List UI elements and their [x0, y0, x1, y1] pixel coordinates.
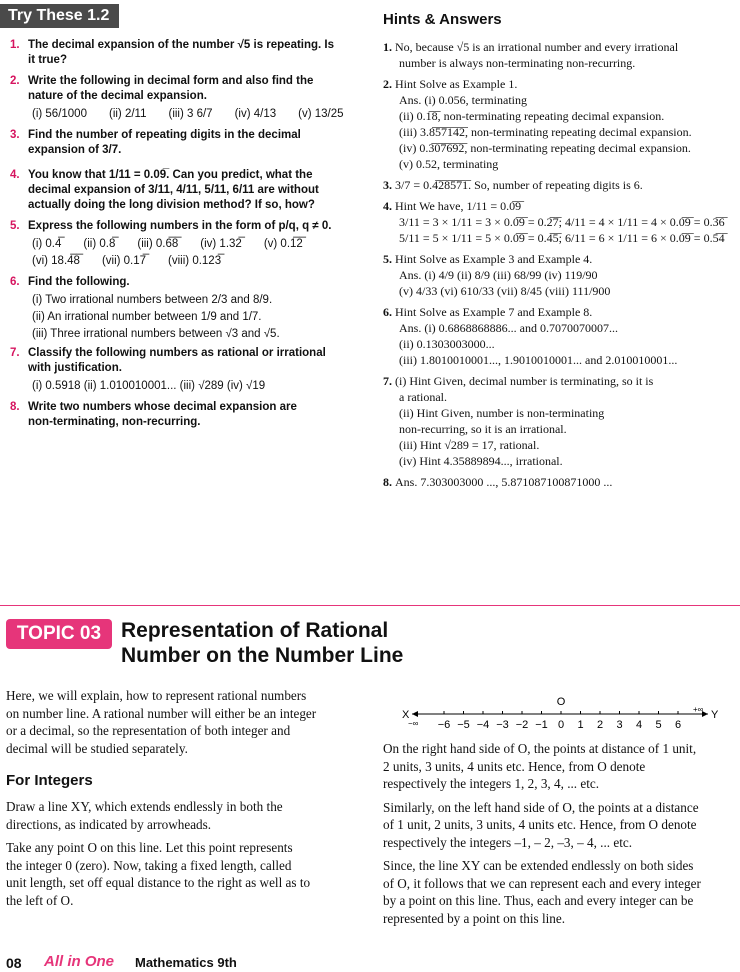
question-part: (iv) 4/13: [234, 108, 277, 120]
question-line: [10, 361, 372, 376]
tick-label: −6: [437, 719, 451, 731]
hint-number: 8.: [383, 475, 395, 489]
hint-text: Ans. (i) 0.056, terminating: [399, 93, 527, 107]
hint-text: 3/7 = 0.4̅2̅8̅5̅7̅1̅. So, number of repeating digits is 6.: [395, 178, 643, 192]
try-these-tag: Try These 1.2: [0, 4, 119, 28]
hint-text: (i) Hint Given, decimal number is terminating, so it is: [395, 374, 654, 388]
text-line: 2 units, 3 units, 4 units etc. Hence, from O denote: [383, 758, 646, 774]
question-text: Write two numbers whose decimal expansion are: [28, 401, 297, 413]
hint-text: (v) 0.52, terminating: [399, 157, 499, 171]
question-parts: [10, 237, 372, 269]
hint-text: number is always non-terminating non-recurring.: [399, 56, 636, 70]
hint-line: [383, 230, 733, 246]
question-part: (vi) 18.4̅8̅: [32, 255, 80, 267]
text-line: On the right hand side of O, the points at distance of 1 unit,: [383, 741, 697, 756]
hint-text: Ans. (i) 4/9 (ii) 8/9 (iii) 68/99 (iv) 119/90: [399, 268, 598, 282]
question-item: [10, 128, 372, 158]
hint-text: Hint Solve as Example 1.: [395, 77, 518, 91]
question-part: (ii) An irrational number between 1/9 and 1/7.: [32, 311, 262, 323]
question-line: [10, 415, 372, 430]
text-line: by a point on this line. Thus, each and every integer can be: [383, 893, 694, 908]
question-part: (i) 56/1000: [32, 108, 87, 120]
minus-infinity: −∞: [408, 719, 419, 728]
text-line: Take any point O on this line. Let this point represents: [6, 840, 293, 855]
question-item: [10, 346, 372, 394]
hint-line: [383, 76, 733, 92]
hint-text: (ii) Hint Given, number is non-terminating: [399, 406, 605, 420]
question-parts: [10, 107, 372, 122]
question-item: [10, 400, 372, 430]
text-line: represented by a point on this line.: [383, 910, 566, 926]
question-item: [10, 74, 372, 122]
question-part: (i) 0.4̅: [32, 238, 62, 250]
hint-line: [383, 251, 733, 267]
questions-list: [10, 38, 372, 430]
question-line: [10, 38, 372, 53]
section-divider: [0, 605, 740, 606]
hint-text: Hint We have, 1/11 = 0.0̅9̅: [395, 199, 522, 213]
hint-text: (v) 4/33 (vi) 610/33 (vii) 8/45 (viii) 111/900: [399, 284, 611, 298]
y-label: Y: [711, 709, 719, 721]
question-item: [10, 168, 372, 213]
hint-line: [383, 140, 733, 156]
right-paragraph: [383, 740, 735, 927]
text-line: the integer 0 (zero). Now, taking a fixed length, called: [6, 857, 292, 873]
text-line: Similarly, on the left hand side of O, the points at a distance: [383, 799, 699, 815]
question-part: (iii) 0.6̅8̅: [137, 238, 179, 250]
question-part: (iii) 3 6/7: [168, 108, 213, 120]
hint-line: [383, 156, 733, 172]
question-part: (ii) 0.8̅: [83, 238, 116, 250]
question-part: (iii) Three irrational numbers between √3 and √5.: [32, 328, 280, 340]
question-number: 1.: [10, 39, 20, 51]
question-item: [10, 219, 372, 269]
topic-badge: TOPIC 03: [6, 619, 112, 649]
integers-paragraph: [6, 798, 376, 909]
text-line: Here, we will explain, how to represent rational numbers: [6, 688, 307, 703]
question-text: expansion of 3/7.: [28, 144, 122, 156]
text-line: respectively the integers –1, – 2, –3, – 4, ... etc.: [383, 834, 633, 850]
question-text: Classify the following numbers as rational or irrational: [28, 347, 326, 359]
question-number: 6.: [10, 276, 20, 288]
text-line: of 1 unit, 2 units, 3 units, 4 units etc. Hence, from O denote: [383, 817, 697, 832]
question-part: (i) 0.5918 (ii) 1.010010001... (iii) √289 (iv) √19: [32, 380, 266, 392]
hint-text: Hint Solve as Example 7 and Example 8.: [395, 305, 593, 319]
hint-line: [383, 267, 733, 283]
hint-line: [383, 177, 733, 193]
page-number: 08: [6, 955, 22, 971]
hint-line: [383, 352, 733, 368]
question-item: [10, 38, 372, 68]
hint-line: [383, 124, 733, 140]
question-part: (iv) 1.32̅: [200, 238, 242, 250]
text-line: of O, it follows that we can represent each and every integer: [383, 875, 701, 891]
tick-label: 6: [674, 719, 682, 731]
x-label: X: [402, 709, 410, 721]
hint-text: (ii) 0.1303003000...: [399, 337, 495, 351]
question-line: [10, 346, 372, 361]
question-line: [10, 275, 372, 290]
question-line: [10, 128, 372, 143]
hint-line: [383, 92, 733, 108]
topic-title-line2: Number on the Number Line: [121, 644, 404, 667]
hint-text: 5/11 = 5 × 1/11 = 5 × 0.0̅9̅ = 0.4̅5̅; 6/11 = 6 × 1/11 = 6 × 0.0̅9̅ = 0.5̅4̅: [399, 231, 725, 245]
hint-text: (iii) 3.8̅5̅7̅1̅4̅2̅, non-terminating repeating decimal expansion.: [399, 125, 692, 139]
question-number: 7.: [10, 347, 20, 359]
text-line: Since, the line XY can be extended endlessly on both sides: [383, 858, 694, 873]
question-number: 8.: [10, 401, 20, 413]
text-line: respectively the integers 1, 2, 3, 4, ... etc.: [383, 776, 600, 791]
origin-label: O: [556, 696, 566, 708]
tick-label: 0: [557, 719, 565, 731]
tick-label: 3: [616, 719, 623, 731]
hint-line: [383, 214, 733, 230]
question-text: actually doing the long division method? If so, how?: [28, 199, 315, 211]
tick-label: −4: [476, 719, 490, 731]
question-item: [10, 275, 372, 342]
hint-text: (iii) 1.8010010001..., 1.9010010001... and 2.010010001...: [399, 353, 678, 367]
hint-line: [383, 453, 733, 469]
hint-line: [383, 336, 733, 352]
hint-text: (iv) Hint 4.35889894..., irrational.: [399, 454, 563, 468]
question-text: Find the following.: [28, 276, 130, 288]
topic-title: [121, 618, 541, 668]
hint-line: [383, 405, 733, 421]
hints-title: Hints & Answers: [383, 11, 502, 28]
book-title: Mathematics 9th: [135, 955, 237, 970]
hint-number: 3.: [383, 178, 395, 192]
hint-line: [383, 373, 733, 389]
hint-text: Hint Solve as Example 3 and Example 4.: [395, 252, 593, 266]
tick-label: −1: [535, 719, 548, 731]
question-parts: [10, 293, 372, 342]
number-line: [398, 692, 728, 734]
hint-number: 4.: [383, 199, 395, 213]
left-arrow-icon: [412, 711, 418, 717]
question-part: (vii) 0.17̅: [101, 255, 147, 267]
hint-line: [383, 304, 733, 320]
question-line: [10, 53, 372, 68]
question-line: [10, 143, 372, 158]
topic-title-line1: Representation of Rational: [121, 619, 389, 642]
question-text: it true?: [28, 54, 67, 66]
question-line: [10, 168, 372, 183]
tick-label: 2: [596, 719, 604, 731]
text-line: unit length, set off equal distance to the right as well as to: [6, 875, 311, 890]
hint-text: 3/11 = 3 × 1/11 = 3 × 0.0̅9̅ = 0.2̅7̅; 4/11 = 4 × 1/11 = 4 × 0.0̅9̅ = 0.3̅6̅: [399, 215, 725, 229]
hint-text: (iv) 0.3̅0̅7̅6̅9̅2̅, non-terminating repeating decimal expansion.: [399, 141, 691, 155]
hint-number: 1.: [383, 40, 395, 54]
text-line: directions, as indicated by arrowheads.: [6, 816, 212, 832]
hint-text: a rational.: [399, 390, 447, 404]
tick-label: 5: [655, 719, 662, 731]
text-line: Draw a line XY, which extends endlessly in both the: [6, 799, 283, 814]
question-parts: [10, 379, 372, 394]
question-part: (viii) 0.123̅: [168, 255, 222, 267]
text-line: the left of O.: [6, 892, 74, 908]
question-text: decimal expansion of 3/11, 4/11, 5/11, 6/11 are without: [28, 184, 319, 196]
question-text: with justification.: [28, 362, 122, 374]
question-part: (v) 13/25: [298, 108, 344, 120]
question-line: [10, 219, 372, 234]
hint-text: (ii) 0.1̅8̅, non-terminating repeating decimal expansion.: [399, 109, 665, 123]
question-part: (ii) 2/11: [108, 108, 147, 120]
hints-list: [383, 34, 733, 490]
hint-text: Ans. (i) 0.6868868886... and 0.7070070007...: [399, 321, 618, 335]
brand-logo: All in One: [44, 953, 115, 970]
text-line: on number line. A rational number will either be an integer: [6, 705, 317, 721]
tick-label: 1: [577, 719, 584, 731]
question-line: [10, 74, 372, 89]
question-text: Find the number of repeating digits in the decimal: [28, 129, 301, 141]
hint-line: [383, 198, 733, 214]
tick-label: −3: [496, 719, 509, 731]
question-line: [10, 183, 372, 198]
hint-number: 7.: [383, 374, 395, 388]
hint-number: 5.: [383, 252, 395, 266]
question-part: (i) Two irrational numbers between 2/3 and 8/9.: [32, 294, 273, 306]
hint-text: (iii) Hint √289 = 17, rational.: [399, 438, 540, 452]
plus-infinity: +∞: [693, 705, 704, 714]
question-text: You know that 1/11 = 0.09̅. Can you predict, what the: [28, 169, 313, 181]
question-number: 4.: [10, 169, 20, 181]
hint-text: Ans. 7.303003000 ..., 5.871087100871000 ...: [395, 475, 613, 489]
hint-line: [383, 55, 733, 71]
question-line: [10, 89, 372, 104]
intro-paragraph: [6, 687, 376, 757]
question-number: 5.: [10, 220, 20, 232]
question-part: (v) 0.1̅2̅: [263, 238, 303, 250]
text-line: or a decimal, so the representation of both integer and: [6, 723, 291, 738]
hint-line: [383, 474, 733, 490]
hint-line: [383, 283, 733, 299]
hint-line: [383, 437, 733, 453]
question-text: The decimal expansion of the number √5 is repeating. Is: [28, 39, 335, 51]
hint-number: 6.: [383, 305, 395, 319]
tick-label: −5: [457, 719, 470, 731]
question-line: [10, 198, 372, 213]
question-text: Write the following in decimal form and also find the: [28, 75, 314, 87]
hint-line: [383, 389, 733, 405]
question-text: nature of the decimal expansion.: [28, 90, 207, 102]
question-number: 2.: [10, 75, 20, 87]
hint-line: [383, 39, 733, 55]
hint-line: [383, 108, 733, 124]
text-line: decimal will be studied separately.: [6, 740, 188, 756]
hint-text: non-recurring, so it is an irrational.: [399, 422, 567, 436]
hint-line: [383, 320, 733, 336]
tick-label: −2: [515, 719, 529, 731]
tick-label: 4: [635, 719, 643, 731]
for-integers-heading: For Integers: [6, 772, 93, 789]
question-text: Express the following numbers in the form of p/q, q ≠ 0.: [28, 220, 332, 232]
question-text: non-terminating, non-recurring.: [28, 416, 201, 428]
question-number: 3.: [10, 129, 20, 141]
question-line: [10, 400, 372, 415]
hint-number: 2.: [383, 77, 395, 91]
hint-line: [383, 421, 733, 437]
hint-text: No, because √5 is an irrational number and every irrational: [395, 40, 679, 54]
